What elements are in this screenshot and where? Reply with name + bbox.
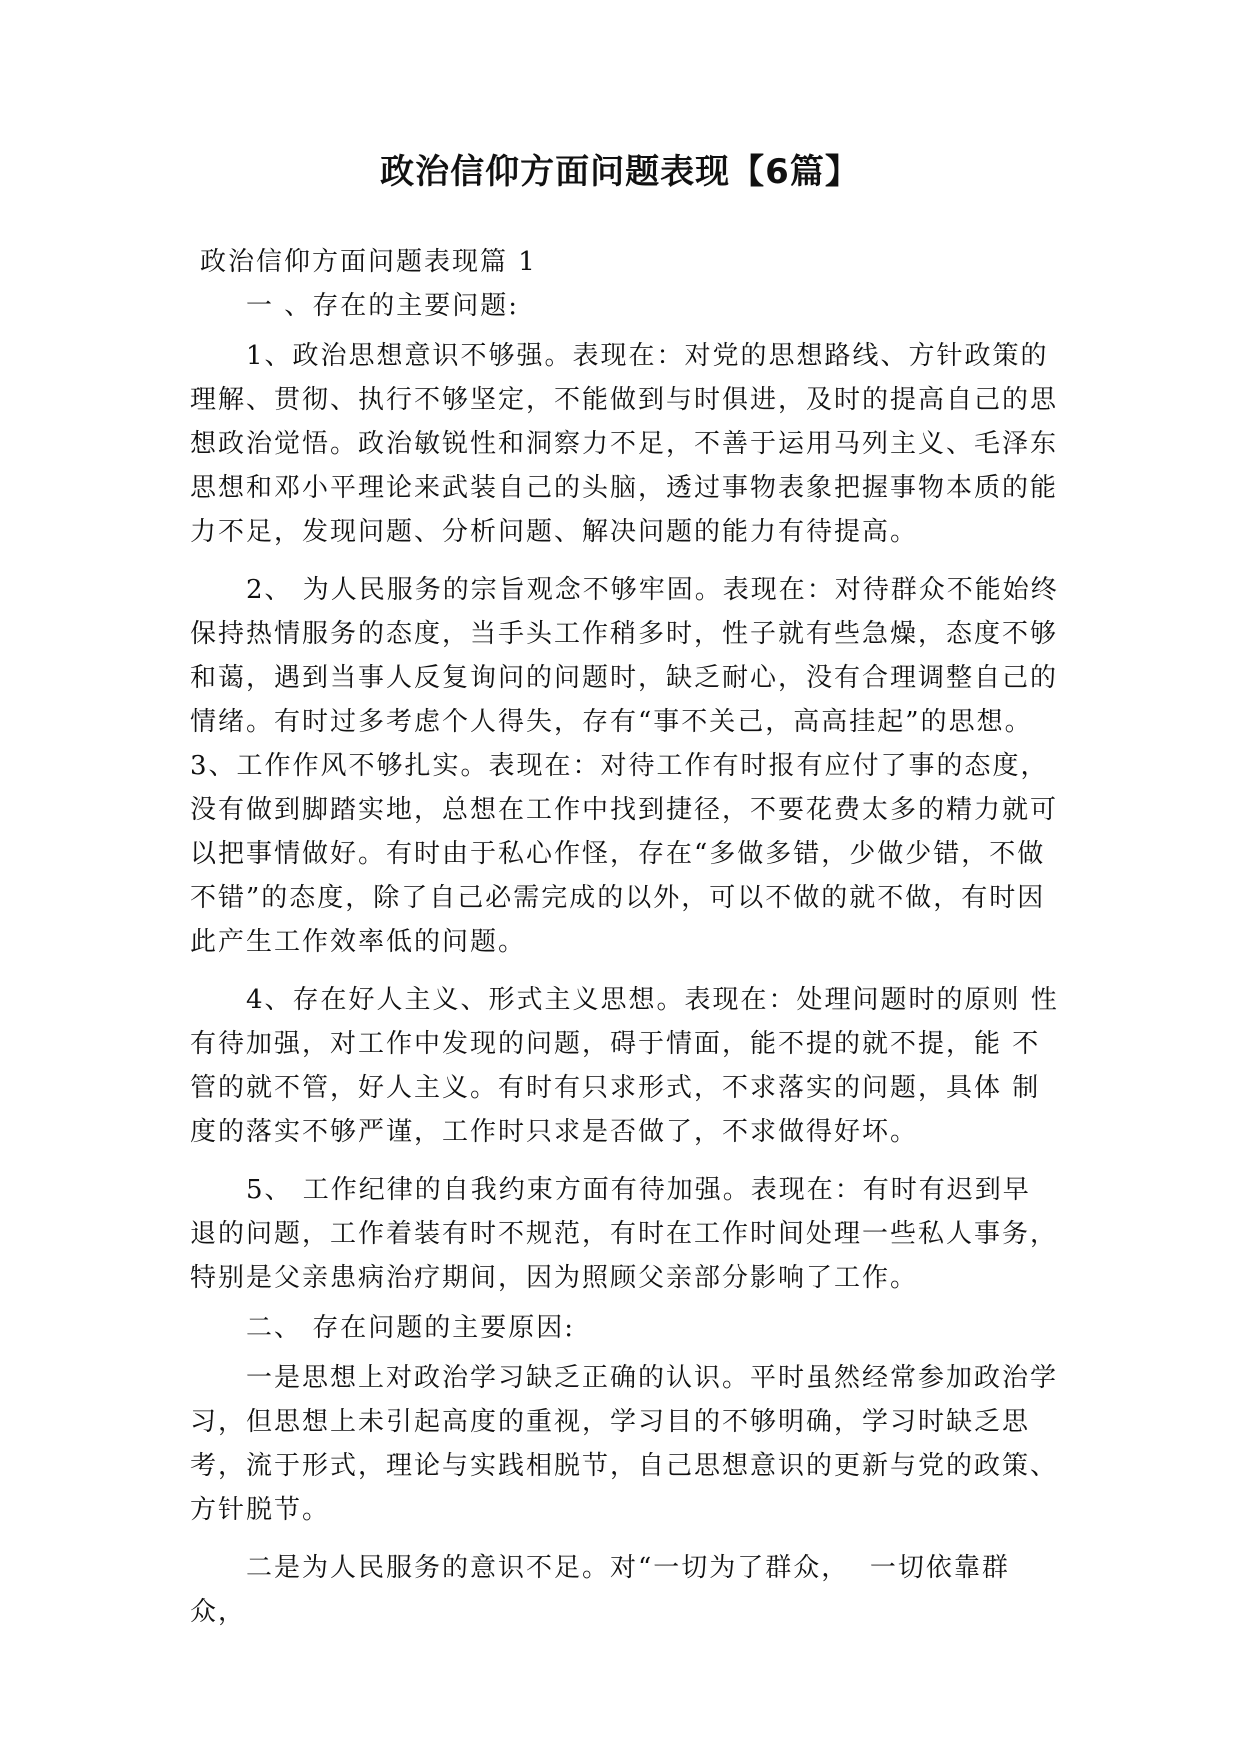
paragraph-2: 2、 为人民服务的宗旨观念不够牢固。表现在：对待群众不能始终保持热情服务的态度，当手头工作稍多时，性子就有些急燥，态度不够和蔼，遇到当事人反复询问的问题时，缺乏耐心，没有合理调整自己的情绪。有时过多考虑个人得失，存有“事不关己，高高挂起”的思想。3、工作作风不够扎实。表现在：对待工作有时报有应付了事的态度，没有做到脚踏实地，总想在工作中找到捷径，不要花费太多的精力就可以把事情做好。有时由于私心作怪，存在“多做多错，少做少错，不做不错”的态度，除了自己必需完成的以外，可以不做的就不做，有时因此产生工作效率低的问题。 <box>190 575 1059 957</box>
paragraph-1: 1、政治思想意识不够强。表现在：对党的思想路线、方针政策的理解、贯彻、执行不够坚定，不能做到与时俱进，及时的提高自己的思想政治觉悟。政治敏锐性和洞察力不足，不善于运用马列主义、毛泽东思想和邓小平理论来武装自己的头脑，透过事物表象把握事物本质的能力不足，发现问题、分析问题、解决问题的能力有待提高。 <box>190 341 1059 547</box>
paragraph-cause-2: 二是为人民服务的意识不足。对“一切为了群众， 一切依靠群众， <box>190 1553 1010 1627</box>
section-title: 政治信仰方面问题表现篇 1 <box>200 247 537 277</box>
paragraph-cause-1: 一是思想上对政治学习缺乏正确的认识。平时虽然经常参加政治学习，但思想上未引起高度的重视，学习目的不够明确，学习时缺乏思考，流于形式，理论与实践相脱节，自己思想意识的更新与党的政策、方针脱节。 <box>190 1363 1059 1525</box>
paragraph-3: 4、存在好人主义、形式主义思想。表现在：处理问题时的原则 性有待加强，对工作中发现的问题，碍于情面，能不提的就不提，能 不管的就不管，好人主义。有时有只求形式，不求落实的问题，具体 制度的落实不够严谨，工作时只求是否做了，不求做得好坏。 <box>190 985 1059 1147</box>
document-body <box>190 240 1069 1648</box>
document-title: 政治信仰方面问题表现【6篇】 <box>380 152 860 192</box>
heading-main-causes: 二、 存在问题的主要原因: <box>246 1313 576 1343</box>
paragraph-4: 5、 工作纪律的自我约束方面有待加强。表现在：有时有迟到早 退的问题，工作着装有时不规范，有时在工作时间处理一些私人事务， 特别是父亲患病治疗期间，因为照顾父亲部分影响了工作。 <box>190 1175 1069 1293</box>
heading-existing-problems: 一 、存在的主要问题: <box>246 291 520 321</box>
